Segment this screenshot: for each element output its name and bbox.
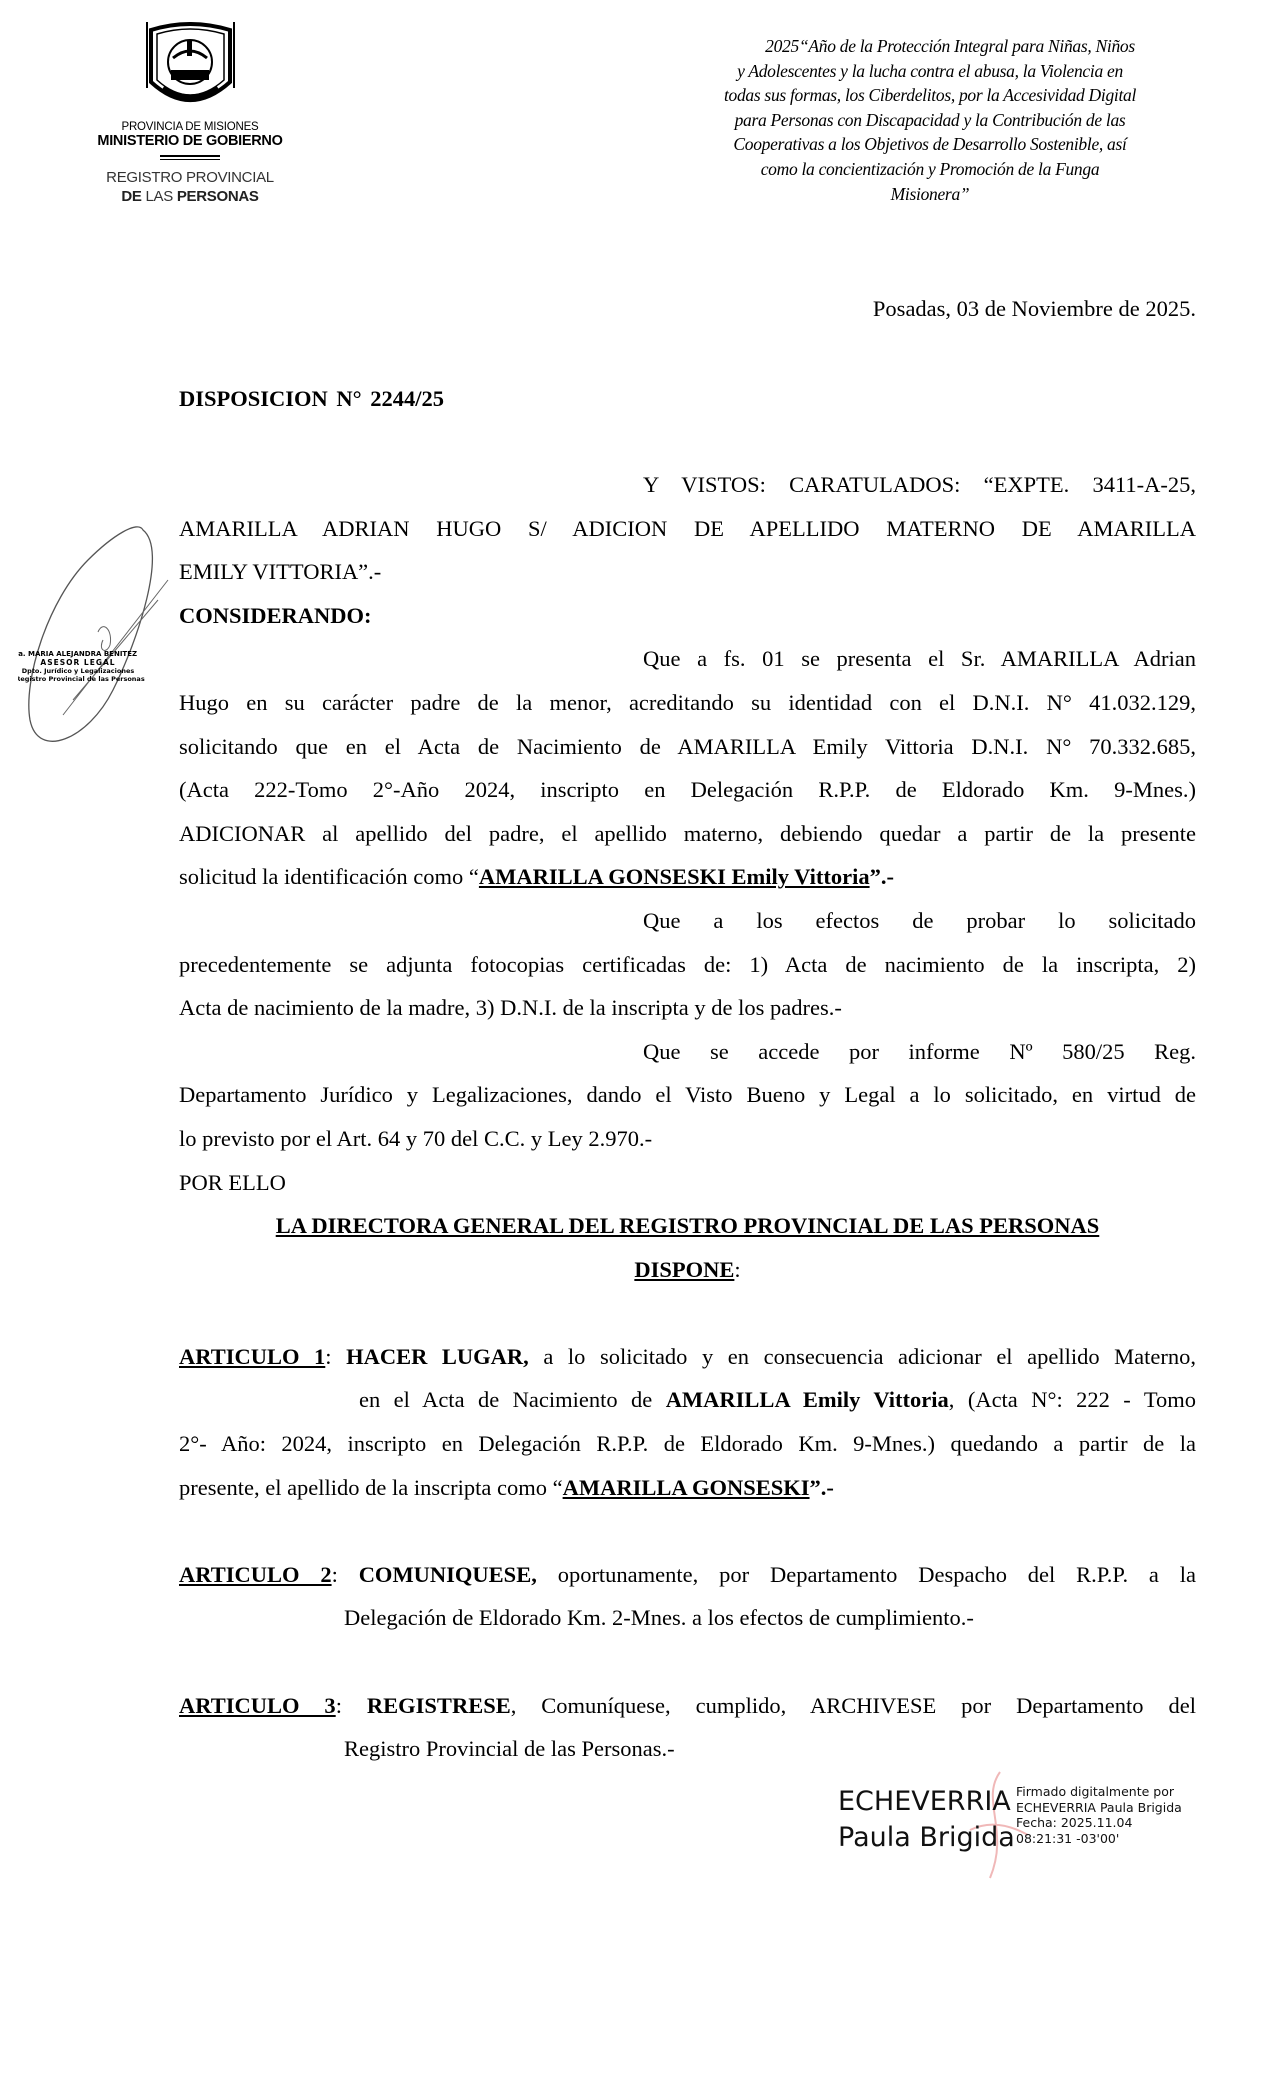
legal-advisor-stamp [18, 520, 178, 755]
article-label: ARTICULO 1 [179, 1343, 326, 1369]
province-label: PROVINCIA DE MISIONES [121, 121, 259, 133]
body-line: ADICIONAR al apellido del padre, el apellido materno, debiendo quedar a partir de la presente [179, 820, 1196, 846]
province-seal-icon [143, 22, 238, 110]
motto-line: 2025“Año de la Protección Integral para Niñas, Niños [765, 36, 1135, 56]
article-verb: COMUNIQUESE, [358, 1561, 537, 1587]
spacer [179, 1640, 1196, 1684]
body-line: Que a los efectos de probar lo solicitado [643, 907, 1196, 933]
article-line: Registro Provincial de las Personas.- [344, 1736, 675, 1762]
article-3 [179, 1684, 1196, 1728]
registry-personas: PERSONAS [176, 188, 259, 205]
body-line: Que a fs. 01 se presenta el Sr. AMARILLA Adrian [643, 646, 1196, 672]
motto-line: Misionera” [890, 183, 970, 204]
stamp-line: Dra. MARIA ALEJANDRA BENITEZ [18, 650, 138, 658]
text: solicitud la identificación como “ [179, 864, 479, 890]
signature-details [1016, 1784, 1182, 1846]
handwritten-signature-icon [18, 520, 178, 755]
document-date: Posadas, 03 de Noviembre de 2025. [872, 296, 1196, 321]
registry-label-line2 [60, 187, 320, 206]
por-ello: POR ELLO [179, 1169, 286, 1195]
article-label: ARTICULO 3 [179, 1692, 336, 1718]
article-line [179, 1466, 1196, 1510]
considerando-heading: CONSIDERANDO: [179, 602, 372, 628]
registry-las: LAS [145, 188, 173, 205]
body-line: EMILY VITTORIA”.- [179, 559, 382, 585]
body-line: Y VISTOS: CARATULADOS: “EXPTE. 3411-A-25, [643, 472, 1196, 497]
new-name: AMARILLA GONSESKI Emily Vittoria [478, 864, 870, 890]
dispone: DISPONE [634, 1256, 735, 1282]
signature-info-line: Firmado digitalmente por [1016, 1784, 1174, 1799]
signer-surname: ECHEVERRIA [838, 1786, 1011, 1817]
article-verb: HACER LUGAR, [346, 1343, 529, 1369]
text: AMARILLA Emily Vittoria [665, 1387, 949, 1413]
text: : [734, 1256, 741, 1282]
article-line: 2°- Año: 2024, inscripto en Delegación R.P.P. de Eldorado Km. 9-Mnes.) quedando a partir de la [179, 1431, 1196, 1457]
motto-line: como la concientización y Promoción de la Funga [760, 158, 1100, 179]
motto-line: todas sus formas, los Ciberdelitos, por la Accesividad Digital [723, 85, 1137, 106]
motto-line: para Personas con Discapacidad y la Contribución de las [734, 109, 1126, 130]
article-verb: REGISTRESE [366, 1692, 511, 1718]
spacer [179, 1509, 1196, 1553]
text: presente, el apellido de la inscripta como “ [179, 1474, 563, 1500]
article-1 [179, 1335, 1196, 1379]
text: , (Acta N°: 222 - Tomo [948, 1387, 1196, 1413]
text: : [325, 1343, 347, 1369]
text: ”.- [809, 1474, 834, 1500]
text: : [331, 1561, 359, 1587]
body-line [179, 855, 1196, 899]
registry-de: DE [121, 188, 142, 205]
signature-date: Fecha: 2025.11.04 [1016, 1815, 1133, 1830]
stamp-line: ASESOR LEGAL [40, 658, 116, 667]
ministry-logo [60, 22, 320, 206]
text: , Comuníquese, cumplido, ARCHIVESE por Departamento del [510, 1692, 1196, 1718]
article-label: ARTICULO 2 [179, 1561, 332, 1587]
article-line: Delegación de Eldorado Km. 2-Mnes. a los efectos de cumplimiento.- [344, 1605, 974, 1631]
text: oportunamente, por Departamento Despacho del R.P.P. a la [536, 1561, 1196, 1587]
text: ”.- [869, 864, 894, 890]
registry-label-line1: REGISTRO PROVINCIAL [106, 169, 274, 186]
signature-time: 08:21:31 -03'00' [1016, 1830, 1120, 1846]
year-motto [660, 34, 1200, 206]
stamp-line: Dpto. Jurídico y Legalizaciones [21, 667, 135, 675]
document-body [179, 463, 1196, 1771]
article-line [179, 1378, 1196, 1422]
signature-info-line: ECHEVERRIA Paula Brigida [1016, 1799, 1182, 1815]
body-line: AMARILLA ADRIAN HUGO S/ ADICION DE APELLIDO MATERNO DE AMARILLA [179, 515, 1196, 541]
body-line: Departamento Jurídico y Legalizaciones, dando el Visto Bueno y Legal a lo solicitado, en virtud de [179, 1082, 1196, 1108]
body-line: precedentemente se adjunta fotocopias certificadas de: 1) Acta de nacimiento de la inscripta, 2) [179, 951, 1196, 977]
signer-given-names: Paula Brigida [838, 1822, 1015, 1853]
spacer [179, 1291, 1196, 1335]
dispone-heading [179, 1248, 1196, 1292]
text: a lo solicitado y en consecuencia adicionar el apellido Materno, [528, 1343, 1196, 1369]
body-line: Hugo en su carácter padre de la menor, acreditando su identidad con el D.N.I. N° 41.032.129, [179, 689, 1196, 715]
divider [160, 155, 220, 160]
digital-signature [838, 1784, 1015, 1856]
body-line: (Acta 222-Tomo 2°-Año 2024, inscripto en Delegación R.P.P. de Eldorado Km. 9-Mnes.) [179, 777, 1196, 803]
body-line: solicitando que en el Acta de Nacimiento de AMARILLA Emily Vittoria D.N.I. N° 70.332.685, [179, 733, 1196, 759]
text: : [335, 1692, 367, 1718]
body-line: Acta de nacimiento de la madre, 3) D.N.I. de la inscripta y de los padres.- [179, 995, 842, 1021]
new-surname: AMARILLA GONSESKI [562, 1474, 810, 1500]
body-line: Que se accede por informe Nº 580/25 Reg. [643, 1038, 1196, 1064]
authority-heading: LA DIRECTORA GENERAL DEL REGISTRO PROVINCIAL DE LAS PERSONAS [275, 1213, 1100, 1239]
stamp-line: Registro Provincial de las Personas [18, 675, 145, 683]
motto-line: y Adolescentes y la lucha contra el abusa, la Violencia en [737, 60, 1123, 81]
disposition-title: DISPOSICION N° 2244/25 [179, 386, 445, 411]
ministry-label: MINISTERIO DE GOBIERNO [97, 133, 283, 149]
body-line: lo previsto por el Art. 64 y 70 del C.C. y Ley 2.970.- [179, 1125, 653, 1151]
motto-line: Cooperativas a los Objetivos de Desarrollo Sostenible, así [733, 134, 1127, 155]
article-2 [179, 1553, 1196, 1597]
text: en el Acta de Nacimiento de [359, 1387, 666, 1413]
